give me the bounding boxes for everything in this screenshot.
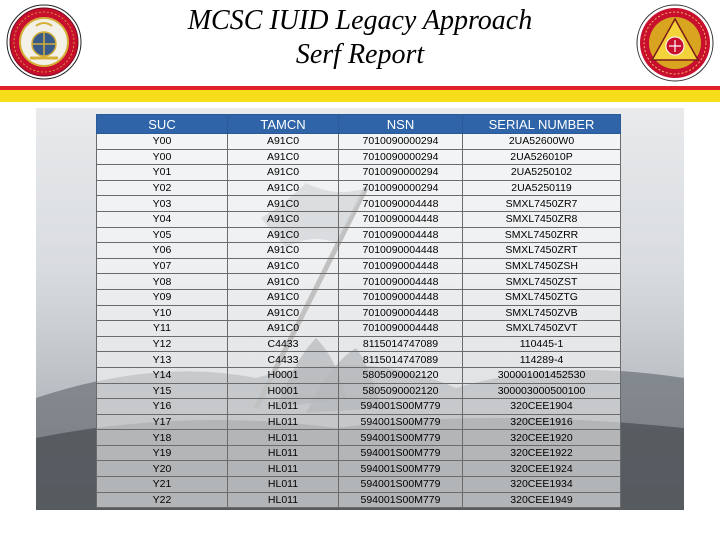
table-row: [97, 352, 621, 368]
cell-nsn: 594001S00M779: [339, 399, 463, 415]
cell-serial-number: 320CEE1922: [463, 445, 621, 461]
cell-nsn: 5805090002120: [339, 367, 463, 383]
cell-nsn: 7010090004448: [339, 321, 463, 337]
table-row: [97, 414, 621, 430]
cell-suc: Y22: [97, 492, 228, 508]
cell-tamcn: A91C0: [228, 180, 339, 196]
cell-tamcn: A91C0: [228, 321, 339, 337]
cell-suc: Y13: [97, 352, 228, 368]
table-row: [97, 211, 621, 227]
cell-nsn: 594001S00M779: [339, 477, 463, 493]
cell-tamcn: A91C0: [228, 274, 339, 290]
table-row: [97, 134, 621, 150]
cell-serial-number: SMXL7450ZTG: [463, 289, 621, 305]
cell-nsn: 7010090004448: [339, 211, 463, 227]
cell-tamcn: HL011: [228, 399, 339, 415]
table-row: [97, 321, 621, 337]
cell-serial-number: 2UA52600W0: [463, 134, 621, 150]
table-row: [97, 461, 621, 477]
cell-nsn: 7010090000294: [339, 165, 463, 181]
cell-serial-number: SMXL7450ZST: [463, 274, 621, 290]
table-row: [97, 274, 621, 290]
cell-serial-number: 300001001452530: [463, 367, 621, 383]
cell-suc: Y21: [97, 477, 228, 493]
table-row: [97, 196, 621, 212]
cell-nsn: 7010090004448: [339, 258, 463, 274]
cell-nsn: 7010090000294: [339, 134, 463, 150]
cell-nsn: 8115014747089: [339, 336, 463, 352]
cell-suc: Y18: [97, 430, 228, 446]
cell-serial-number: 320CEE1916: [463, 414, 621, 430]
cell-suc: Y17: [97, 414, 228, 430]
table-header: [97, 115, 621, 134]
cell-nsn: 594001S00M779: [339, 430, 463, 446]
table-row: [97, 289, 621, 305]
cell-nsn: 8115014747089: [339, 352, 463, 368]
cell-serial-number: SMXL7450ZVT: [463, 321, 621, 337]
cell-suc: Y16: [97, 399, 228, 415]
cell-tamcn: A91C0: [228, 134, 339, 150]
cell-tamcn: A91C0: [228, 243, 339, 259]
cell-tamcn: A91C0: [228, 258, 339, 274]
cell-nsn: 594001S00M779: [339, 445, 463, 461]
cell-serial-number: 320CEE1949: [463, 492, 621, 508]
table-row: [97, 227, 621, 243]
table-row: [97, 305, 621, 321]
cell-suc: Y15: [97, 383, 228, 399]
table-row: [97, 180, 621, 196]
cell-suc: Y14: [97, 367, 228, 383]
cell-tamcn: HL011: [228, 461, 339, 477]
header-stripe-yellow: [0, 90, 720, 102]
cell-tamcn: HL011: [228, 477, 339, 493]
cell-tamcn: A91C0: [228, 165, 339, 181]
cell-serial-number: 320CEE1934: [463, 477, 621, 493]
page-title: [110, 4, 610, 72]
cell-nsn: 7010090004448: [339, 274, 463, 290]
cell-tamcn: HL011: [228, 414, 339, 430]
table-row: [97, 445, 621, 461]
cell-serial-number: SMXL7450ZSH: [463, 258, 621, 274]
cell-tamcn: A91C0: [228, 289, 339, 305]
cell-suc: Y05: [97, 227, 228, 243]
table-row: [97, 165, 621, 181]
cell-tamcn: HL011: [228, 445, 339, 461]
cell-suc: Y09: [97, 289, 228, 305]
cell-serial-number: 114289-4: [463, 352, 621, 368]
cell-tamcn: C4433: [228, 352, 339, 368]
cell-nsn: 594001S00M779: [339, 492, 463, 508]
serf-report-table: [96, 114, 621, 508]
cell-tamcn: A91C0: [228, 305, 339, 321]
cell-nsn: 5805090002120: [339, 383, 463, 399]
cell-tamcn: A91C0: [228, 227, 339, 243]
marine-corps-emblem-seal-icon: [6, 4, 82, 80]
cell-nsn: 7010090000294: [339, 149, 463, 165]
table-row: [97, 243, 621, 259]
title-line-2: Serf Report: [295, 39, 425, 70]
cell-tamcn: HL011: [228, 492, 339, 508]
table-row: [97, 492, 621, 508]
table-row: [97, 383, 621, 399]
column-header-suc: SUC: [97, 115, 228, 134]
cell-serial-number: SMXL7450ZRR: [463, 227, 621, 243]
cell-suc: Y02: [97, 180, 228, 196]
cell-serial-number: 110445-1: [463, 336, 621, 352]
cell-suc: Y11: [97, 321, 228, 337]
cell-tamcn: C4433: [228, 336, 339, 352]
table-row: [97, 430, 621, 446]
column-header-tamcn: TAMCN: [228, 115, 339, 134]
table-row: [97, 336, 621, 352]
table-row: [97, 399, 621, 415]
cell-tamcn: HL011: [228, 430, 339, 446]
cell-suc: Y03: [97, 196, 228, 212]
cell-serial-number: 320CEE1920: [463, 430, 621, 446]
cell-serial-number: SMXL7450ZRT: [463, 243, 621, 259]
cell-nsn: 7010090004448: [339, 227, 463, 243]
cell-serial-number: 320CEE1904: [463, 399, 621, 415]
table-body: [97, 134, 621, 508]
cell-suc: Y01: [97, 165, 228, 181]
cell-nsn: 594001S00M779: [339, 414, 463, 430]
cell-tamcn: H0001: [228, 383, 339, 399]
cell-suc: Y06: [97, 243, 228, 259]
cell-tamcn: A91C0: [228, 211, 339, 227]
table-row: [97, 149, 621, 165]
triangle-emblem-seal-icon: [636, 4, 714, 82]
cell-suc: Y04: [97, 211, 228, 227]
cell-nsn: 7010090004448: [339, 289, 463, 305]
cell-serial-number: 2UA5250119: [463, 180, 621, 196]
cell-suc: Y00: [97, 134, 228, 150]
table-header-row: [97, 115, 621, 134]
cell-nsn: 7010090004448: [339, 243, 463, 259]
cell-suc: Y08: [97, 274, 228, 290]
cell-serial-number: SMXL7450ZR7: [463, 196, 621, 212]
cell-serial-number: SMXL7450ZVB: [463, 305, 621, 321]
column-header-serial-number: SERIAL NUMBER: [463, 115, 621, 134]
column-header-nsn: NSN: [339, 115, 463, 134]
cell-nsn: 7010090004448: [339, 196, 463, 212]
cell-suc: Y12: [97, 336, 228, 352]
cell-nsn: 594001S00M779: [339, 461, 463, 477]
table-row: [97, 477, 621, 493]
cell-tamcn: A91C0: [228, 196, 339, 212]
table-row: [97, 258, 621, 274]
cell-tamcn: A91C0: [228, 149, 339, 165]
cell-suc: Y19: [97, 445, 228, 461]
cell-suc: Y20: [97, 461, 228, 477]
title-line-1: MCSC IUID Legacy Approach: [187, 5, 533, 36]
cell-suc: Y10: [97, 305, 228, 321]
cell-serial-number: 2UA526010P: [463, 149, 621, 165]
cell-serial-number: SMXL7450ZR8: [463, 211, 621, 227]
cell-serial-number: 320CEE1924: [463, 461, 621, 477]
cell-suc: Y00: [97, 149, 228, 165]
cell-serial-number: 300003000500100: [463, 383, 621, 399]
cell-tamcn: H0001: [228, 367, 339, 383]
cell-suc: Y07: [97, 258, 228, 274]
cell-nsn: 7010090000294: [339, 180, 463, 196]
cell-nsn: 7010090004448: [339, 305, 463, 321]
table-row: [97, 367, 621, 383]
cell-serial-number: 2UA5250102: [463, 165, 621, 181]
